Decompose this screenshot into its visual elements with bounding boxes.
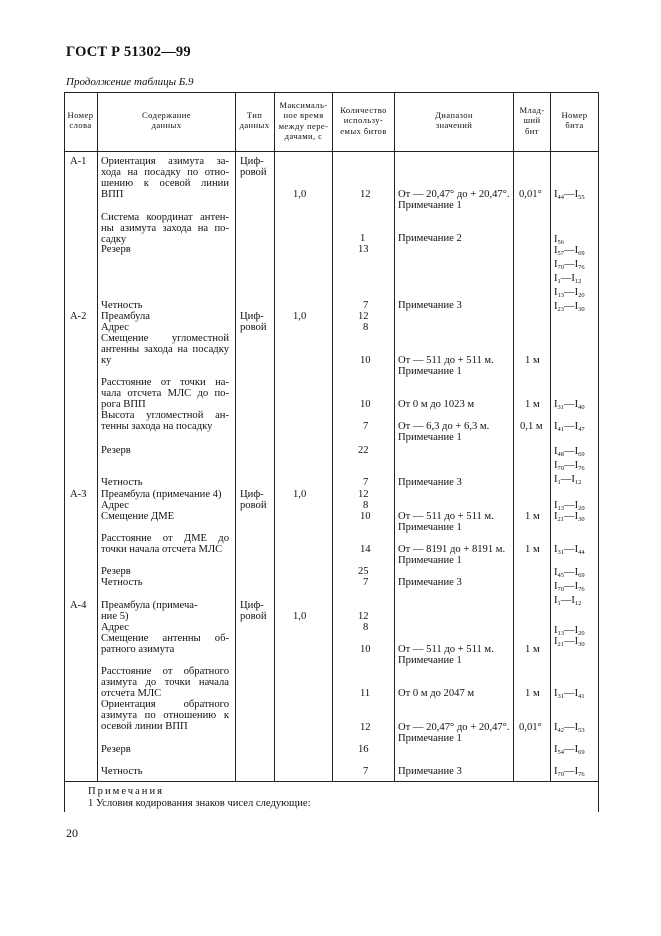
bit-count: 16 xyxy=(358,744,369,755)
bit-count: 25 xyxy=(358,566,369,577)
bit-count: 8 xyxy=(363,322,369,333)
bit-count: 10 xyxy=(360,399,371,410)
content-text: Расстояние от точки на- чала отсчета МЛС до по- рога ВПП xyxy=(101,377,229,410)
word-number: А-3 xyxy=(70,489,87,500)
content-text: Четность xyxy=(101,477,143,488)
least-significant-bit: 1 м xyxy=(525,544,540,555)
data-type: Циф- ровой xyxy=(240,600,267,622)
bit-number: $I_{21}—I_{30}$ xyxy=(554,511,585,523)
content-text: Адрес xyxy=(101,500,130,511)
content-text: Расстояние от ДМЕ до точки начала отсчета МЛС xyxy=(101,533,229,555)
bit-number: $I_{56}$ xyxy=(554,234,565,246)
column-divider xyxy=(513,92,514,781)
bit-count: 13 xyxy=(358,244,369,255)
column-divider xyxy=(235,92,236,781)
bit-count: 10 xyxy=(360,511,371,522)
value-range: Примечание 2 xyxy=(398,233,462,244)
content-text: Преамбула (примечание 4) xyxy=(101,489,222,500)
bit-count: 12 xyxy=(360,722,371,733)
value-range: Примечание 3 xyxy=(398,766,462,777)
bit-number: $I_{44}—I_{55}$ xyxy=(554,189,585,201)
content-text: Смещение угломестной антенны захода на посадку ку xyxy=(101,333,229,366)
column-divider xyxy=(394,92,395,781)
header-lsb: Млад- ший бит xyxy=(519,105,545,136)
bit-count: 7 xyxy=(363,300,369,311)
column-divider xyxy=(332,92,333,781)
standard-title: ГОСТ Р 51302—99 xyxy=(66,44,191,60)
column-divider xyxy=(97,92,98,781)
content-text: Резерв xyxy=(101,744,131,755)
word-number: А-4 xyxy=(70,600,87,611)
data-type: Циф- ровой xyxy=(240,156,267,178)
content-text: Смещение антенны об- ратного азимута xyxy=(101,633,229,655)
bit-number: $I_{13}—I_{20}$ xyxy=(554,625,585,637)
content-text: Смещение ДМЕ xyxy=(101,511,175,522)
max-time: 1,0 xyxy=(293,189,307,200)
bit-number: $I_{42}—I_{53}$ xyxy=(554,722,585,734)
content-text: Резерв xyxy=(101,244,131,255)
bit-count: 7 xyxy=(363,477,369,488)
value-range: От — 511 до + 511 м. Примечание 1 xyxy=(398,355,494,377)
header-value-range: Диапазон значений xyxy=(434,110,473,131)
data-type: Циф- ровой xyxy=(240,489,267,511)
bit-number: $I_{57}—I_{69}$ $I_{70}—I_{76}$ $I_1—I_{12}$ $I_{13}—I_{20}$ $I_{23}—I_{30}$ xyxy=(554,245,585,313)
content-text: Резерв xyxy=(101,445,131,456)
page-number: 20 xyxy=(66,826,78,840)
content-text: Адрес xyxy=(101,322,130,333)
data-type: Циф- ровой xyxy=(240,311,267,333)
column-divider xyxy=(550,92,551,781)
content-text: Расстояние от обратного азимута до точки начала отсчета МЛС xyxy=(101,666,229,699)
content-text: Преамбула xyxy=(101,311,150,322)
bit-number: $I_{31}—I_{40}$ xyxy=(554,399,585,411)
bit-count: 12 xyxy=(358,489,369,500)
bit-count: 14 xyxy=(360,544,371,555)
header-bit-count: Количество использу- емых битов xyxy=(340,105,387,136)
header-content: Содержание данных xyxy=(141,110,192,131)
bit-number: $I_{41}—I_{47}$ xyxy=(554,421,585,433)
value-range: От 0 м до 2047 м xyxy=(398,688,475,699)
column-divider xyxy=(274,92,275,781)
bit-count: 7 xyxy=(363,577,369,588)
word-number: А-1 xyxy=(70,156,87,167)
content-text: Ориентация обратного азимута по отношению к осевой линии ВПП xyxy=(101,699,229,732)
table-continuation-caption: Продолжение таблицы Б.9 xyxy=(66,76,194,88)
value-range: Примечание 3 xyxy=(398,577,462,588)
bit-number: $I_{54}—I_{69}$ xyxy=(554,744,585,756)
content-text: Система координат антен- ны азимута захода на по- садку xyxy=(101,212,229,245)
max-time: 1,0 xyxy=(293,489,307,500)
bit-number: $I_{31}—I_{44}$ xyxy=(554,544,585,556)
value-range: От — 6,3 до + 6,3 м. Примечание 1 xyxy=(398,421,490,443)
bit-count: 10 xyxy=(360,644,371,655)
table-right-border xyxy=(598,92,599,812)
notes-title: Примечания xyxy=(88,786,164,797)
bit-count: 12 xyxy=(358,311,369,322)
bit-count: 11 xyxy=(360,688,371,699)
max-time: 1,0 xyxy=(293,611,307,622)
bit-count: 1 xyxy=(360,233,366,244)
notes-top-border xyxy=(64,781,599,782)
max-time: 1,0 xyxy=(293,311,307,322)
least-significant-bit: 1 м xyxy=(525,399,540,410)
bit-count: 8 xyxy=(363,622,369,633)
content-text: Четность xyxy=(101,766,143,777)
bit-number: $I_{45}—I_{69}$ $I_{70}—I_{76}$ $I_1—I_{12}$ xyxy=(554,567,585,607)
value-range: Примечание 3 xyxy=(398,477,462,488)
value-range: Примечание 3 xyxy=(398,300,462,311)
header-data-type: Тип данных xyxy=(239,110,270,131)
least-significant-bit: 1 м xyxy=(525,688,540,699)
bit-number: $I_{31}—I_{41}$ xyxy=(554,688,585,700)
content-text: Преамбула (примеча- ние 5) xyxy=(101,600,198,622)
value-range: От — 8191 до + 8191 м. Примечание 1 xyxy=(398,544,506,566)
least-significant-bit: 0,01° xyxy=(519,722,542,733)
note-item: 1 Условия кодирования знаков чисел следующие: xyxy=(88,798,311,809)
content-text: Ориентация азимута за- хода на посадку по отно- шению к осевой линии ВПП xyxy=(101,156,229,200)
bit-count: 12 xyxy=(360,189,371,200)
bit-count: 10 xyxy=(360,355,371,366)
bit-count: 8 xyxy=(363,500,369,511)
bit-count: 12 xyxy=(358,611,369,622)
word-number: А-2 xyxy=(70,311,87,322)
content-text: Адрес xyxy=(101,622,130,633)
header-bit-number: Номер бита xyxy=(561,110,588,131)
content-text: Четность xyxy=(101,577,143,588)
least-significant-bit: 1 м xyxy=(525,644,540,655)
bit-count: 7 xyxy=(363,421,369,432)
bit-number: $I_{48}—I_{69}$ $I_{70}—I_{76}$ $I_1—I_{12}$ xyxy=(554,446,585,486)
bit-number: $I_{13}—I_{20}$ xyxy=(554,500,585,512)
value-range: От — 20,47° до + 20,47°. Примечание 1 xyxy=(398,722,510,744)
least-significant-bit: 1 м xyxy=(525,355,540,366)
least-significant-bit: 1 м xyxy=(525,511,540,522)
content-text: Резерв xyxy=(101,566,131,577)
bit-number: $I_{70}—I_{76}$ xyxy=(554,766,585,778)
least-significant-bit: 0,01° xyxy=(519,189,542,200)
value-range: От — 511 до + 511 м. Примечание 1 xyxy=(398,644,494,666)
bit-number: $I_{21}—I_{30}$ xyxy=(554,636,585,648)
data-table xyxy=(64,92,599,812)
least-significant-bit: 0,1 м xyxy=(520,421,543,432)
value-range: От 0 м до 1023 м xyxy=(398,399,475,410)
value-range: От — 20,47° до + 20,47°. Примечание 1 xyxy=(398,189,510,211)
header-max-time: Максималь- ное время между пере- дачами, с xyxy=(278,100,329,142)
content-text: Высота угломестной ан- тенны захода на посадку xyxy=(101,410,229,432)
bit-count: 22 xyxy=(358,445,369,456)
table-left-border xyxy=(64,92,65,812)
header-word-number: Номер слова xyxy=(67,110,94,131)
bit-count: 7 xyxy=(363,766,369,777)
content-text: Четность xyxy=(101,300,143,311)
value-range: От — 511 до + 511 м. Примечание 1 xyxy=(398,511,494,533)
